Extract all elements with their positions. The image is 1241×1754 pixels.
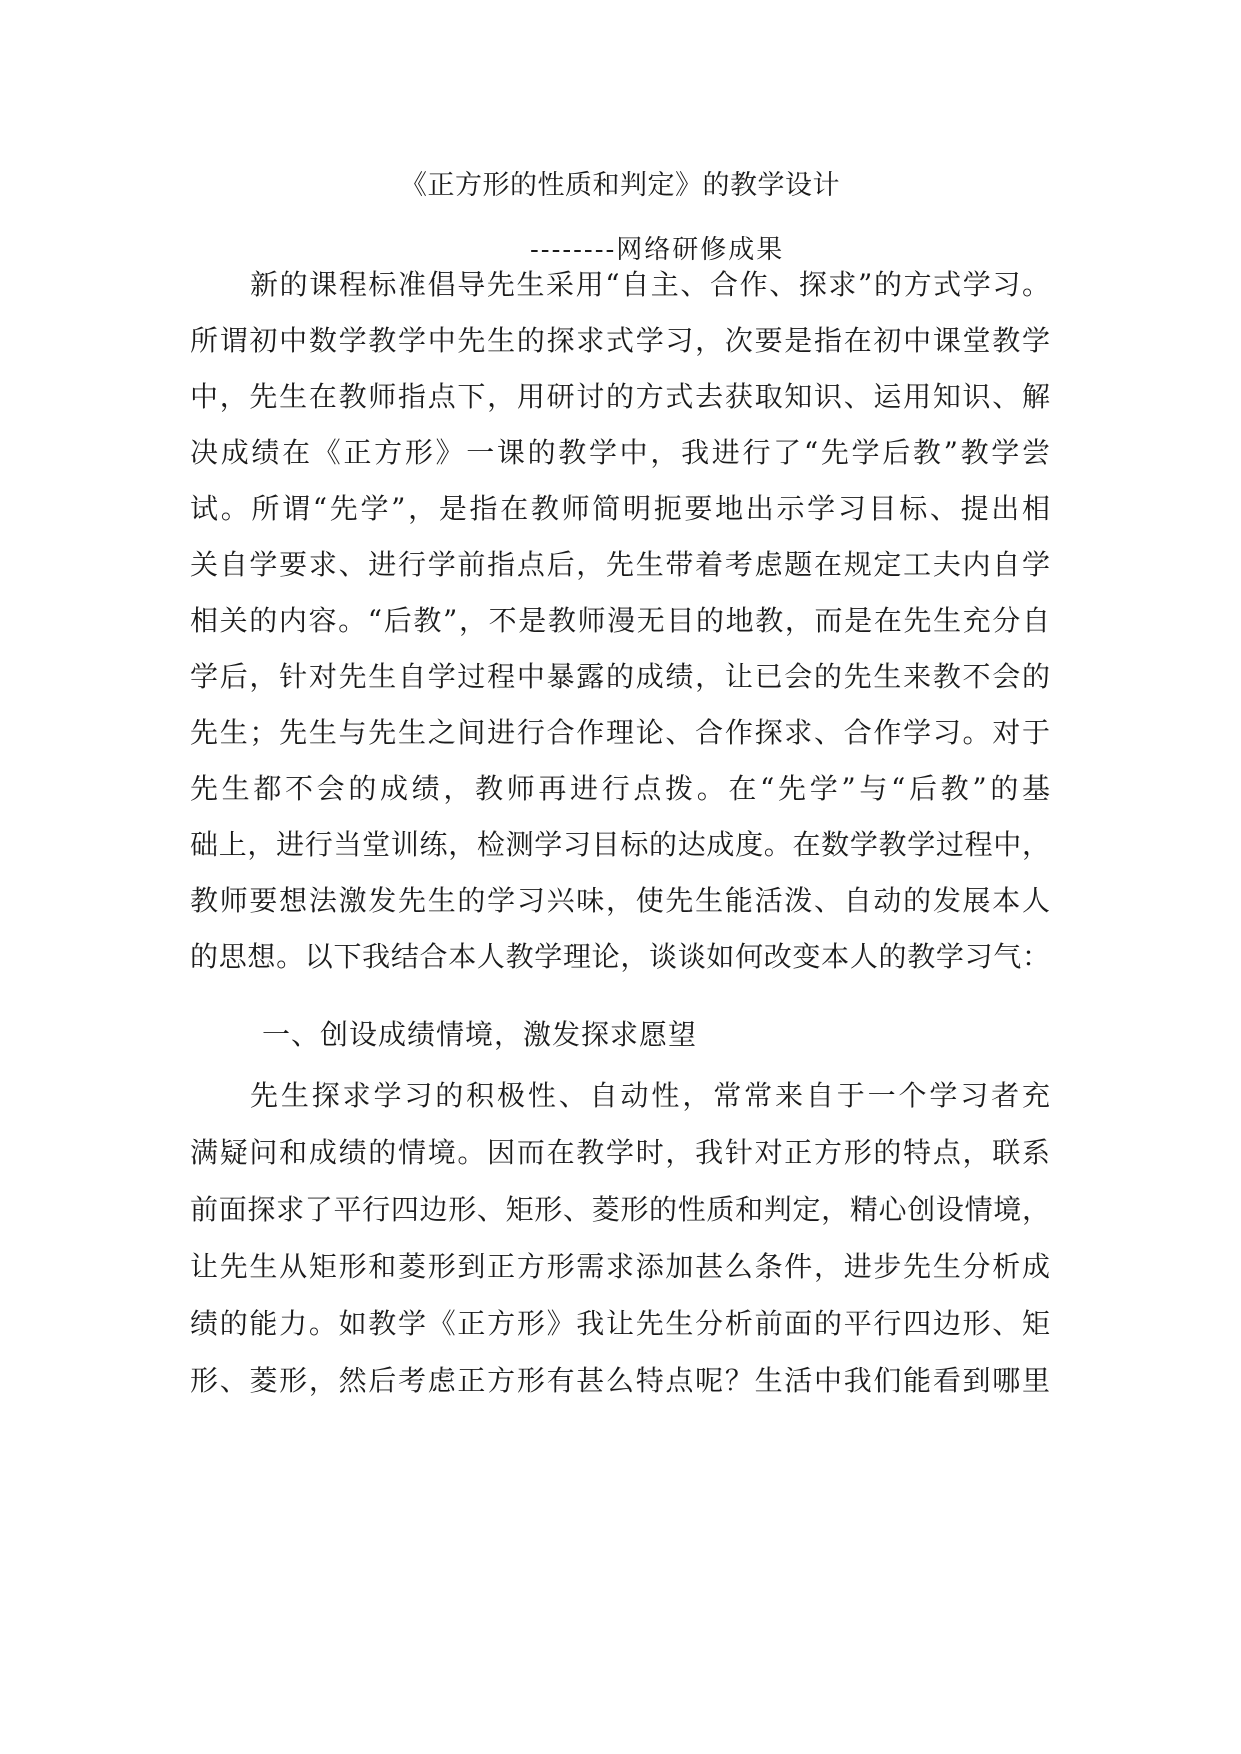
paragraph-line: 础上，进行当堂训练，检测学习目标的达成度。在数学教学过程中， — [190, 828, 1050, 861]
paragraph-line: 学后，针对先生自学过程中暴露的成绩，让已会的先生来教不会的 — [190, 660, 1050, 693]
paragraph-line: 满疑问和成绩的情境。因而在教学时，我针对正方形的特点，联系 — [190, 1136, 1050, 1169]
paragraph-line: 相关的内容。“后教”，不是教师漫无目的地教，而是在先生充分自 — [190, 604, 1050, 637]
paragraph-line: 先生都不会的成绩，教师再进行点拨。在“先学”与“后教”的基 — [190, 772, 1050, 805]
paragraph-line: 让先生从矩形和菱形到正方形需求添加甚么条件，进步先生分析成 — [190, 1250, 1050, 1283]
paragraph-line: 前面探求了平行四边形、矩形、菱形的性质和判定，精心创设情境， — [190, 1193, 1050, 1226]
paragraph-line: 决成绩在《正方形》一课的教学中，我进行了“先学后教”教学尝 — [190, 436, 1050, 469]
paragraph-line: 的思想。以下我结合本人教学理论，谈谈如何改变本人的教学习气： — [190, 940, 1050, 973]
paragraph-line: 新的课程标准倡导先生采用“自主、合作、探求”的方式学习。 — [250, 268, 1050, 301]
paragraph-line: 关自学要求、进行学前指点后，先生带着考虑题在规定工夫内自学 — [190, 548, 1050, 581]
section-heading: 一、创设成绩情境，激发探求愿望 — [262, 1018, 698, 1051]
paragraph-line: 先生探求学习的积极性、自动性，常常来自于一个学习者充 — [250, 1079, 1050, 1112]
paragraph-line: 试。所谓“先学”，是指在教师简明扼要地出示学习目标、提出相 — [190, 492, 1050, 525]
paragraph-line: 绩的能力。如教学《正方形》我让先生分析前面的平行四边形、矩 — [190, 1307, 1050, 1340]
document-title: 《正方形的性质和判定》的教学设计 — [400, 170, 840, 201]
paragraph-line: 先生；先生与先生之间进行合作理论、合作探求、合作学习。对于 — [190, 716, 1050, 749]
document-subtitle: --------网络研修成果 — [530, 235, 785, 265]
paragraph-line: 所谓初中数学教学中先生的探求式学习，次要是指在初中课堂教学 — [190, 324, 1050, 357]
paragraph-line: 教师要想法激发先生的学习兴味，使先生能活泼、自动的发展本人 — [190, 884, 1050, 917]
paragraph-line: 中，先生在教师指点下，用研讨的方式去获取知识、运用知识、解 — [190, 380, 1050, 413]
paragraph-line: 形、菱形，然后考虑正方形有甚么特点呢？生活中我们能看到哪里 — [190, 1364, 1050, 1397]
